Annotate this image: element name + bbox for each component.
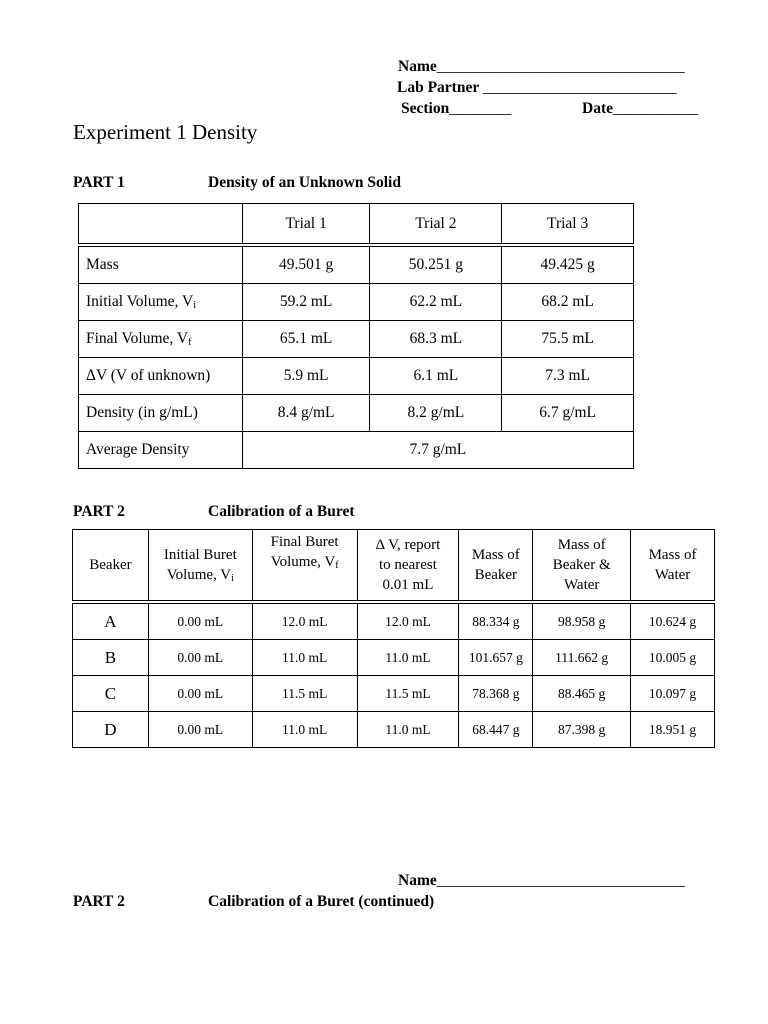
cell-value: 68.2 mL (502, 284, 634, 321)
cell-value: 75.5 mL (502, 321, 634, 358)
footer-name-label: Name (398, 872, 437, 889)
table-row (73, 676, 715, 712)
beaker-cell: B (73, 640, 149, 676)
cell-value: 6.1 mL (370, 358, 502, 395)
section-field (401, 101, 511, 117)
cell-value: 6.7 g/mL (502, 395, 634, 432)
cell-value: 7.3 mL (502, 358, 634, 395)
column-header-beaker: Beaker (73, 530, 149, 603)
buret-table-header (73, 530, 715, 603)
initial-volume-cell: 0.00 mL (148, 602, 252, 640)
name-blank: ________________________________ (436, 58, 685, 75)
delta-volume-cell: 11.5 mL (357, 676, 459, 712)
column-header-mass-of-water: Mass of Water (631, 530, 715, 603)
cell-value: 8.2 g/mL (370, 395, 502, 432)
final-volume-cell: 11.0 mL (252, 640, 357, 676)
row-label: Initial Volume, $V_i$ (79, 284, 243, 321)
part1-heading: Density of an Unknown Solid (208, 174, 401, 191)
beaker-cell: D (73, 712, 149, 748)
column-header-mass-of-beaker-water: Mass of Beaker & Water (533, 530, 631, 603)
section-label: Section (401, 100, 450, 117)
name-label: Name (398, 58, 437, 75)
final-volume-cell: 11.5 mL (252, 676, 357, 712)
table-row (73, 640, 715, 676)
lab-partner-field (397, 80, 677, 96)
table-row-average-density (79, 432, 634, 469)
final-volume-cell: 12.0 mL (252, 602, 357, 640)
experiment-title: Experiment 1 Density (73, 120, 258, 144)
cell-value: 49.425 g (502, 245, 634, 284)
row-label: ΔV (V of unknown) (79, 358, 243, 395)
average-density-value: 7.7 g/mL (242, 432, 633, 469)
delta-volume-cell: 11.0 mL (357, 712, 459, 748)
part2-label: PART 2 (73, 503, 125, 520)
mass-water-cell: 18.951 g (631, 712, 715, 748)
date-label: Date (582, 100, 613, 117)
beaker-cell: A (73, 602, 149, 640)
mass-beaker-water-cell: 98.958 g (533, 602, 631, 640)
column-header-blank (79, 204, 243, 246)
mass-beaker-cell: 88.334 g (459, 602, 533, 640)
mass-water-cell: 10.097 g (631, 676, 715, 712)
cell-value: 50.251 g (370, 245, 502, 284)
date-field (582, 101, 698, 117)
table-row-mass (79, 245, 634, 284)
lab-partner-blank: _________________________ (482, 79, 677, 96)
mass-beaker-cell: 68.447 g (459, 712, 533, 748)
part2-heading: Calibration of a Buret (208, 503, 355, 520)
buret-calibration-table (72, 529, 715, 748)
table-row (73, 712, 715, 748)
cell-value: 65.1 mL (242, 321, 370, 358)
delta-volume-cell: 11.0 mL (357, 640, 459, 676)
table-row-delta-volume (79, 358, 634, 395)
cell-value: 62.2 mL (370, 284, 502, 321)
final-volume-cell: 11.0 mL (252, 712, 357, 748)
cell-value: 68.3 mL (370, 321, 502, 358)
initial-volume-cell: 0.00 mL (148, 676, 252, 712)
mass-water-cell: 10.624 g (631, 602, 715, 640)
part1-label: PART 1 (73, 174, 125, 191)
column-header-delta-volume: Δ V, report to nearest 0.01 mL (357, 530, 459, 603)
date-blank: ___________ (613, 100, 699, 117)
mass-beaker-water-cell: 87.398 g (533, 712, 631, 748)
density-table (78, 203, 634, 469)
cell-value: 5.9 mL (242, 358, 370, 395)
column-header-trial-3: Trial 3 (502, 204, 634, 246)
cell-value: 49.501 g (242, 245, 370, 284)
mass-beaker-water-cell: 88.465 g (533, 676, 631, 712)
footer-name-field (398, 873, 685, 889)
footer-part-label: PART 2 (73, 893, 125, 910)
lab-partner-label: Lab Partner (397, 79, 479, 96)
row-label: Mass (79, 245, 243, 284)
initial-volume-cell: 0.00 mL (148, 712, 252, 748)
column-header-mass-of-beaker: Mass of Beaker (459, 530, 533, 603)
table-row (73, 602, 715, 640)
section-blank: ________ (449, 100, 512, 117)
row-label: Average Density (79, 432, 243, 469)
table-row-final-volume (79, 321, 634, 358)
mass-beaker-water-cell: 111.662 g (533, 640, 631, 676)
column-header-initial-volume: Initial Buret Volume, $V_i$ (148, 530, 252, 603)
footer-part-heading: Calibration of a Buret (continued) (208, 893, 435, 910)
column-header-trial-1: Trial 1 (242, 204, 370, 246)
cell-value: 59.2 mL (242, 284, 370, 321)
column-header-final-volume: Final Buret Volume, $V_f$ (252, 530, 357, 603)
mass-water-cell: 10.005 g (631, 640, 715, 676)
column-header-trial-2: Trial 2 (370, 204, 502, 246)
mass-beaker-cell: 101.657 g (459, 640, 533, 676)
row-label: Density (in g/mL) (79, 395, 243, 432)
mass-beaker-cell: 78.368 g (459, 676, 533, 712)
cell-value: 8.4 g/mL (242, 395, 370, 432)
table-row-initial-volume (79, 284, 634, 321)
density-table-header (79, 204, 634, 246)
row-label: Final Volume, $V_f$ (79, 321, 243, 358)
footer-name-blank: ________________________________ (436, 872, 685, 889)
delta-volume-cell: 12.0 mL (357, 602, 459, 640)
beaker-cell: C (73, 676, 149, 712)
initial-volume-cell: 0.00 mL (148, 640, 252, 676)
table-row-density (79, 395, 634, 432)
name-field (398, 59, 685, 75)
